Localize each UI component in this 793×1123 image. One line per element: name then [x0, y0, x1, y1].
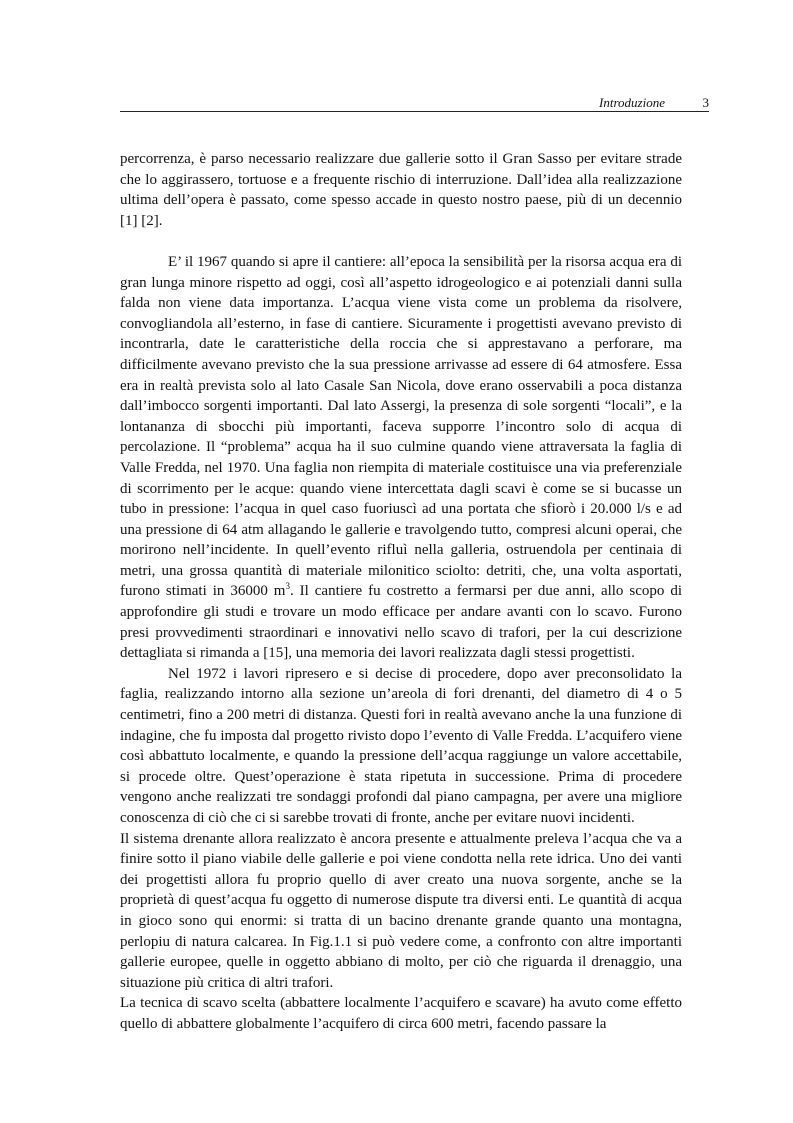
paragraph-tecnica: La tecnica di scavo scelta (abbattere localmente l’acquifero e scavare) ha avuto come effetto quello di abbattere globalmente l’acquifero di circa 600 metri, facendo passare la: [120, 995, 682, 1032]
cubic-superscript: 3: [285, 581, 290, 592]
paragraph-drenante: Il sistema drenante allora realizzato è ancora presente e attualmente preleva l’acqua che va a finire sotto il piano viabile delle gallerie e poi viene condotta nella rete idrica. Uno dei vanti dei progettisti allora fu proprio quello di aver creato una nuova sorgente, anche se la proprietà di quest’acqua fu oggetto di numerose dispute tra diversi enti. Le quantità di acqua in gioco sono qui enormi: si tratta di un bacino drenante grande quanto una montagna, perlopiu di natura calcarea. In Fig.1.1 si può vedere come, a confronto con altre importanti gallerie europee, quelle in oggetto abbiano di molto, per ciò che riguarda il drenaggio, una situazione più critica di altri trafori.: [120, 830, 682, 991]
paragraph-1967-text-cont: . Il cantiere fu costretto a fermarsi per due anni, allo scopo di approfondire gli studi e trovare un modo efficace per andare avanti con lo scavo. Furono presi provvedimenti straordinari e innovativi nello scavo di trafori, per la cui descrizione dettagliata si rimanda a [15], una memoria dei lavori realizzata dagli stessi progettisti.: [120, 583, 682, 662]
running-header: [120, 95, 709, 111]
paragraph-continuation: percorrenza, è parso necessario realizzare due gallerie sotto il Gran Sasso per evitare strade che lo aggirassero, tortuose e a frequente rischio di interruzione. Dall’idea alla realizzazione ultima dell’opera è passato, come spesso accade in questo nostro paese, più di un decennio [1] [2].: [120, 151, 682, 229]
paragraph-1967-text: E’ il 1967 quando si apre il cantiere: all’epoca la sensibilità per la risorsa acqua era di gran lunga minore rispetto ad oggi, così all’aspetto idrogeologico e ai potenziali danni sulla falda non viene data importanza. L’acqua viene vista come un problema da risolvere, convogliandola all’esterno, in fase di cantiere. Sicuramente i progettisti avevano previsto di incontrarla, date le caratteristiche della roccia che si apprestavano a perforare, ma difficilmente avevano previsto che la sua pressione arrivasse ad essere di 64 atmosfere. Essa era in realtà prevista solo al lato Casale San Nicola, dove erano osservabili a poca distanza dall’imbocco sorgenti importanti. Dal lato Assergi, la presenza di sole sorgenti “locali”, e la lontananza di sbocchi più importanti, faceva supporre l’incontro solo di acqua di percolazione. Il “problema” acqua ha il suo culmine quando viene attraversata la faglia di Valle Fredda, nel 1970. Una faglia non riempita di materiale costituisce una via preferenziale di scorrimento per le acque: quando viene intercettata dagli scavi è come se si bucasse un tubo in pressione: l’acqua in quel caso fuoriuscì ad una portata che sfiorò i 20.000 l/s e ad una pressione di 64 atm allagando le gallerie e travolgendo tutto, compresi alcuni operai, che morirono nell’incidente. In quell’evento rifluì nella galleria, ostruendola per centinaia di metri, una grossa quantità di materiale milonitico sciolto: detriti, che, una volta asportati, furono stimati in 36000 m: [120, 253, 682, 600]
header-rule: [120, 111, 709, 112]
paragraph-1967: [120, 252, 682, 664]
body-text: [120, 149, 682, 1035]
page-number: 3: [702, 95, 709, 110]
section-title: Introduzione: [599, 95, 665, 110]
paragraph-1972: Nel 1972 i lavori ripresero e si decise di procedere, dopo aver preconsolidato la faglia, realizzando intorno alla sezione un’areola di fori drenanti, del diametro di 4 o 5 centimetri, fino a 200 metri di distanza. Questi fori in realtà avevano anche la una funzione di indagine, che fu imposta dal progetto rivisto dopo l’evento di Valle Fredda. L’acquifero viene così abbattuto localmente, e quando la pressione dell’acqua raggiunge un valore accettabile, si procede oltre. Quest’operazione è stata ripetuta in successione. Prima di procedere vengono anche realizzati tre sondaggi profondi dal piano campagna, per avere una migliore conoscenza di ciò che ci si sarebbe trovati di fronte, anche per evitare nuovi incidenti.: [120, 665, 682, 826]
